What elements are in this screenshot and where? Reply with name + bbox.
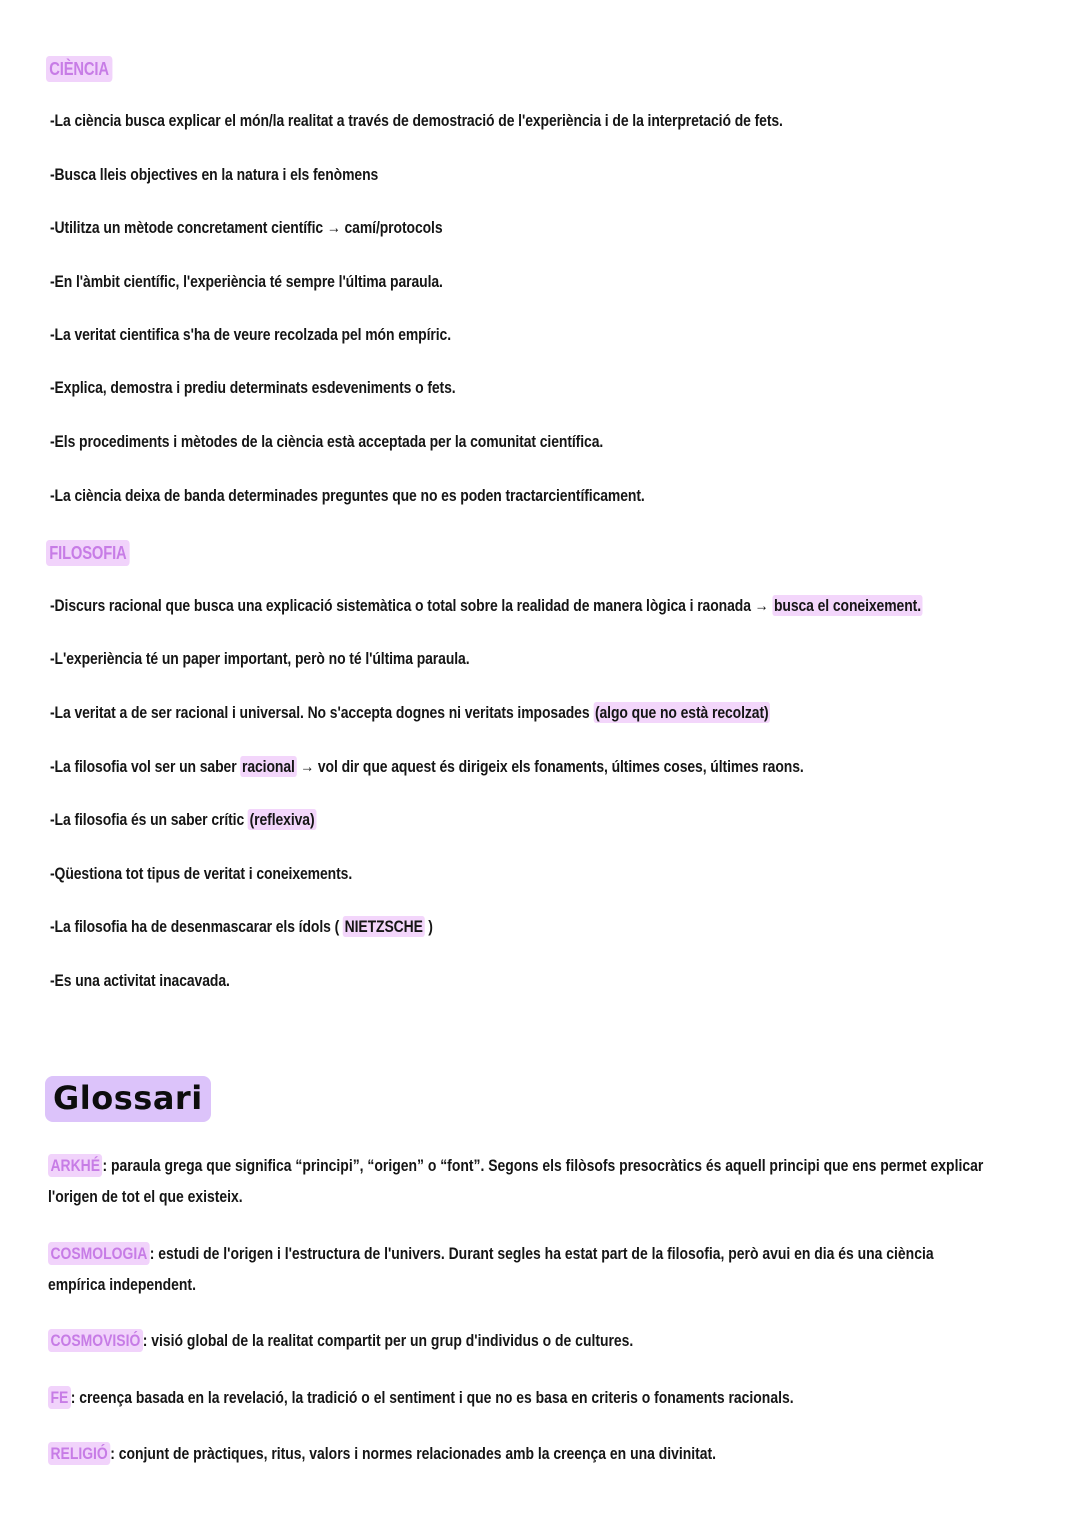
highlighted-text: busca el coneixement. xyxy=(773,596,921,615)
item-text: -Es una activitat inacavada. xyxy=(50,971,230,990)
glossary-entry xyxy=(48,1325,1007,1356)
section-heading-filosofia: FILOSOFIA xyxy=(46,540,130,566)
item-text: -La veritat a de ser racional i universal. No s'accepta dognes ni veritats imposades xyxy=(50,703,594,722)
item-text: → vol dir que aquest és dirigeix els fonaments, últimes coses, últimes raons. xyxy=(296,757,804,776)
ciencia-item: -La ciència deixa de banda determinades preguntes que no es poden tractarcientíficament. xyxy=(50,486,645,505)
ciencia-item: -La ciència busca explicar el món/la realitat a través de demostració de l'experiència i de la interpretació de fets. xyxy=(50,111,783,130)
filosofia-item xyxy=(50,863,352,885)
glossary-term: ARKHÉ xyxy=(48,1154,102,1177)
item-text: ) xyxy=(424,917,433,936)
filosofia-item xyxy=(50,970,230,992)
glossary-term: COSMOLOGIA xyxy=(48,1242,150,1265)
glossary-definition: : visió global de la realitat compartit per un grup d'individus o de cultures. xyxy=(142,1331,634,1350)
filosofia-item xyxy=(50,702,770,724)
ciencia-item: -La veritat cientifica s'ha de veure recolzada pel món empíric. xyxy=(50,325,452,344)
glossary-entry xyxy=(48,1438,1007,1469)
glossari-title: Glossari xyxy=(45,1076,211,1122)
section-heading-ciencia: CIÈNCIA xyxy=(46,56,112,82)
ciencia-item: -Explica, demostra i prediu determinats esdeveniments o fets. xyxy=(50,378,456,397)
item-text: -La filosofia ha de desenmascarar els ídols ( xyxy=(50,917,343,936)
item-text: -Discurs racional que busca una explicació sistemàtica o total sobre la realidad de manera lògica i raonada → xyxy=(50,596,773,615)
glossary-entry xyxy=(48,1382,1007,1413)
glossary-definition: : conjunt de pràctiques, ritus, valors i normes relacionades amb la creença en una divinitat. xyxy=(110,1444,717,1463)
ciencia-item: -Els procediments i mètodes de la ciència està acceptada per la comunitat científica. xyxy=(50,432,604,451)
highlighted-text: (algo que no està recolzat) xyxy=(594,703,769,722)
glossary-definition: : estudi de l'origen i l'estructura de l'univers. Durant segles ha estat part de la filosofia, però avui en dia és una ciència empírica independent. xyxy=(48,1244,934,1294)
item-text: -La filosofia vol ser un saber xyxy=(50,757,241,776)
filosofia-item xyxy=(50,756,804,778)
highlighted-text: (reflexiva) xyxy=(249,810,315,829)
glossary-term: RELIGIÓ xyxy=(48,1442,110,1465)
ciencia-item: -Busca lleis objectives en la natura i els fenòmens xyxy=(50,165,379,184)
item-text: -L'experiència té un paper important, però no té l'última paraula. xyxy=(50,649,470,668)
item-text: -La filosofia és un saber crític xyxy=(50,810,248,829)
glossary-term: FE xyxy=(48,1386,71,1409)
glossary-entry xyxy=(48,1150,1007,1212)
filosofia-item xyxy=(50,648,470,670)
item-text: -Qüestiona tot tipus de veritat i coneixements. xyxy=(50,864,353,883)
filosofia-item xyxy=(50,595,923,617)
glossary-term: COSMOVISIÓ xyxy=(48,1329,143,1352)
glossary-definition: : creença basada en la revelació, la tradició o el sentiment i que no es basa en criteris o fonaments racionals. xyxy=(70,1388,794,1407)
glossary-entry xyxy=(48,1238,975,1300)
ciencia-item: -En l'àmbit científic, l'experiència té sempre l'última paraula. xyxy=(50,272,443,291)
filosofia-item xyxy=(50,809,316,831)
filosofia-item xyxy=(50,916,433,938)
highlighted-text: racional xyxy=(241,757,295,776)
glossary-definition: : paraula grega que significa “principi”, “origen” o “font”. Segons els filòsofs presocràtics és aquell principi que ens permet explicar l'origen de tot el que existeix. xyxy=(48,1156,984,1206)
highlighted-text: NIETZSCHE xyxy=(344,917,423,936)
ciencia-item: -Utilitza un mètode concretament científic → camí/protocols xyxy=(50,218,443,237)
